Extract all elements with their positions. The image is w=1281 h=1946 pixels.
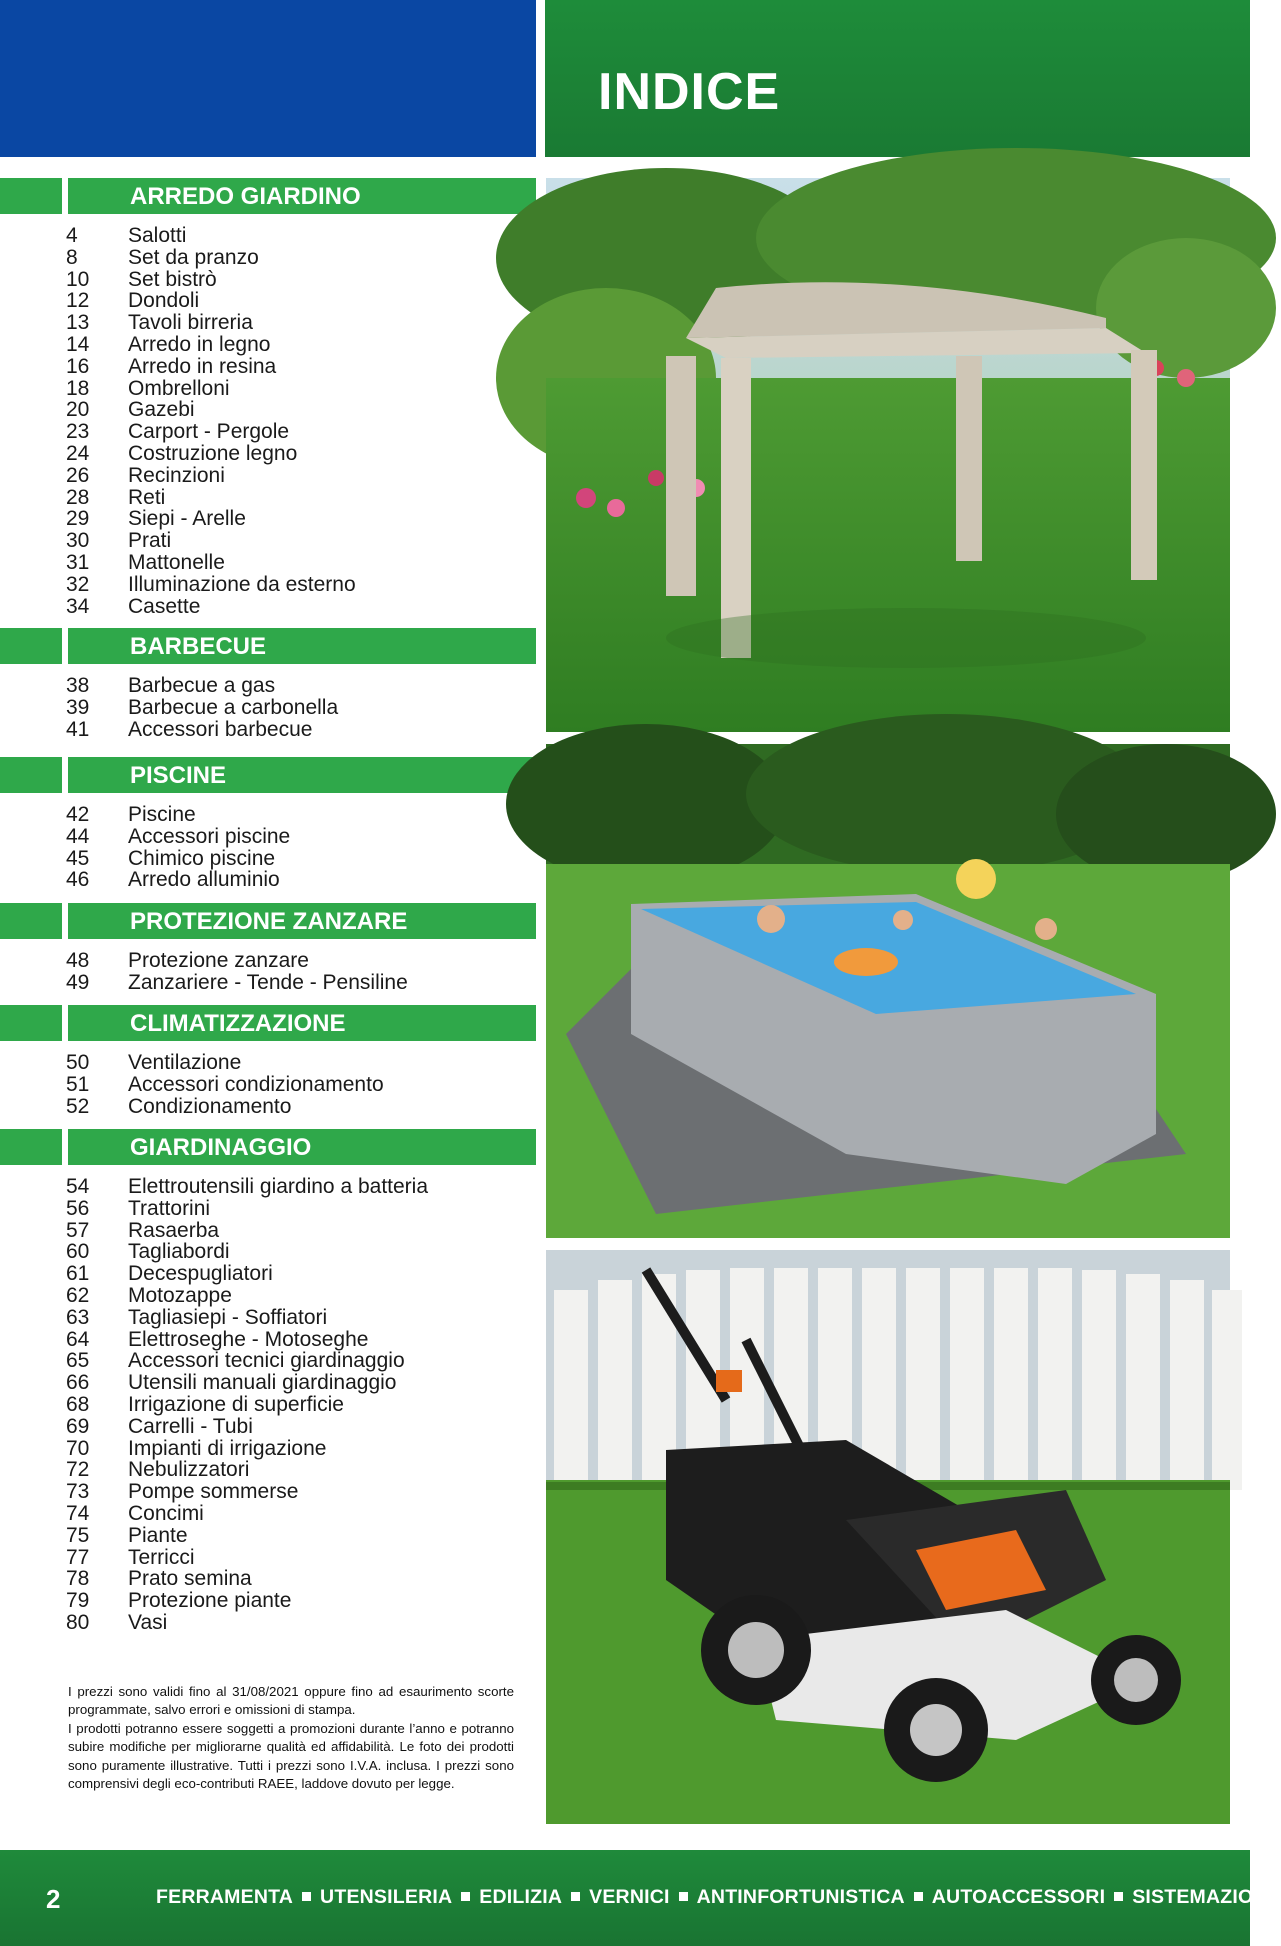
pool-photo xyxy=(546,744,1230,1238)
index-entry xyxy=(0,334,536,356)
index-entry-label: Dondoli xyxy=(128,289,200,313)
footer-category: ANTINFORTUNISTICA xyxy=(696,1886,905,1908)
index-entry-label: Barbecue a carbonella xyxy=(128,695,339,719)
index-entry-label: Mattonelle xyxy=(128,550,225,574)
index-page-number: 75 xyxy=(66,1523,90,1547)
index-page-number: 12 xyxy=(66,289,90,313)
index-entry-label: Accessori tecnici giardinaggio xyxy=(128,1349,405,1373)
index-page-number: 60 xyxy=(66,1240,90,1264)
index-entry-label: Trattorini xyxy=(128,1196,211,1220)
index-entry-label: Piante xyxy=(128,1523,188,1547)
index-entry xyxy=(0,487,536,509)
index-entry-label: Tagliabordi xyxy=(128,1240,230,1264)
index-entry-label: Prati xyxy=(128,529,172,553)
index-page-number: 45 xyxy=(66,846,90,870)
index-entry-label: Utensili manuali giardinaggio xyxy=(128,1371,397,1395)
index-entry-label: Arredo in resina xyxy=(128,354,277,378)
index-entry-label: Condizionamento xyxy=(128,1094,292,1118)
index-page-number: 31 xyxy=(66,550,90,574)
index-entry xyxy=(0,1372,536,1394)
footer-bar xyxy=(0,1850,1281,1946)
index-entry-label: Protezione piante xyxy=(128,1589,292,1613)
square-bullet-icon xyxy=(302,1892,311,1901)
index-page-number: 16 xyxy=(66,354,90,378)
section-header-giardinaggio xyxy=(0,1129,536,1165)
footer-category: AUTOACCESSORI xyxy=(931,1886,1106,1908)
index-entry xyxy=(0,1220,536,1242)
index-entry xyxy=(0,1590,536,1612)
section-header-barbecue xyxy=(0,628,536,664)
index-entry xyxy=(0,1612,536,1634)
square-bullet-icon xyxy=(679,1892,688,1901)
index-entry xyxy=(0,1096,536,1118)
index-page-number: 70 xyxy=(66,1436,90,1460)
index-entry xyxy=(0,552,536,574)
index-page-number: 29 xyxy=(66,507,90,531)
index-page-number: 73 xyxy=(66,1480,90,1504)
square-bullet-icon xyxy=(1114,1892,1123,1901)
index-page-number: 57 xyxy=(66,1218,90,1242)
index-page-number: 8 xyxy=(66,245,78,269)
index-page-number: 65 xyxy=(66,1349,90,1373)
footer-category: SISTEMAZIONE xyxy=(1132,1886,1281,1908)
index-entry-label: Accessori condizionamento xyxy=(128,1072,384,1096)
section-list-giardinaggio xyxy=(0,1176,536,1634)
index-entry xyxy=(0,1547,536,1569)
page-title: INDICE xyxy=(598,63,781,121)
section-list-piscine xyxy=(0,804,536,891)
index-entry xyxy=(0,1350,536,1372)
section-list-protezione-zanzare xyxy=(0,950,536,994)
index-entry-label: Salotti xyxy=(128,224,187,247)
square-bullet-icon xyxy=(571,1892,580,1901)
index-page-number: 41 xyxy=(66,717,90,741)
index-page-number: 32 xyxy=(66,572,90,596)
index-page-number: 69 xyxy=(66,1414,90,1438)
index-entry-label: Gazebi xyxy=(128,398,195,422)
index-entry-label: Prato semina xyxy=(128,1567,252,1591)
index-entry xyxy=(0,804,536,826)
index-entry xyxy=(0,1285,536,1307)
index-entry xyxy=(0,356,536,378)
index-entry xyxy=(0,378,536,400)
index-entry xyxy=(0,826,536,848)
index-page-number: 48 xyxy=(66,949,90,972)
index-entry-label: Pompe sommerse xyxy=(128,1480,299,1504)
index-entry-label: Set bistrò xyxy=(128,267,217,291)
index-page-number: 10 xyxy=(66,267,90,291)
index-page-number: 54 xyxy=(66,1175,90,1198)
index-entry-label: Arredo in legno xyxy=(128,332,271,356)
index-page-number: 68 xyxy=(66,1392,90,1416)
page-number: 2 xyxy=(46,1884,61,1914)
section-list-arredo-giardino xyxy=(0,225,536,617)
index-entry-label: Set da pranzo xyxy=(128,245,259,269)
index-entry-label: Elettroseghe - Motoseghe xyxy=(128,1327,369,1351)
index-entry-label: Recinzioni xyxy=(128,463,225,487)
index-page-number: 50 xyxy=(66,1051,90,1074)
index-entry xyxy=(0,1503,536,1525)
section-title: PROTEZIONE ZANZARE xyxy=(130,908,408,935)
index-page-number: 38 xyxy=(66,674,90,697)
section-header-protezione-zanzare xyxy=(0,903,536,939)
index-entry-label: Ombrelloni xyxy=(128,376,230,400)
index-page-number: 39 xyxy=(66,695,90,719)
footer-category: VERNICI xyxy=(589,1886,670,1908)
index-page-number: 79 xyxy=(66,1589,90,1613)
section-title: BARBECUE xyxy=(130,633,267,660)
index-entry-label: Accessori barbecue xyxy=(128,717,313,741)
index-entry-label: Vasi xyxy=(128,1610,168,1634)
index-page-number: 13 xyxy=(66,311,90,335)
index-entry xyxy=(0,675,536,697)
disclaimer-line: I prodotti potranno essere soggetti a promozioni durante l’anno e potranno subire modifiche per migliorarne qualità ed affidabilità. Le foto dei prodotti sono puramente illustrative. Tutti i prezzi sono I.V.A. inclusa. I prezzi sono comprensivi degli eco-contributi RAEE, laddove dovuto per legge. xyxy=(68,1720,514,1792)
index-page-number: 46 xyxy=(66,868,90,892)
square-bullet-icon xyxy=(914,1892,923,1901)
section-title: CLIMATIZZAZIONE xyxy=(130,1010,346,1037)
index-page-number: 51 xyxy=(66,1072,90,1096)
index-entry xyxy=(0,399,536,421)
index-entry xyxy=(0,530,536,552)
index-entry-label: Concimi xyxy=(128,1501,204,1525)
index-entry xyxy=(0,574,536,596)
index-entry xyxy=(0,1394,536,1416)
index-entry-label: Casette xyxy=(128,594,201,618)
index-entry xyxy=(0,1416,536,1438)
index-page-number: 20 xyxy=(66,398,90,422)
section-list-barbecue xyxy=(0,675,536,740)
index-entry xyxy=(0,1481,536,1503)
index-entry-label: Rasaerba xyxy=(128,1218,220,1242)
index-entry-label: Impianti di irrigazione xyxy=(128,1436,327,1460)
index-entry-label: Costruzione legno xyxy=(128,441,298,465)
index-entry xyxy=(0,312,536,334)
index-entry-label: Irrigazione di superficie xyxy=(128,1392,344,1416)
index-entry-label: Piscine xyxy=(128,803,196,826)
index-entry xyxy=(0,972,536,994)
index-entry-label: Terricci xyxy=(128,1545,195,1569)
index-page-number: 77 xyxy=(66,1545,90,1569)
index-page-number: 52 xyxy=(66,1094,90,1118)
footer-category: FERRAMENTA xyxy=(156,1886,294,1908)
index-page-number: 44 xyxy=(66,824,90,848)
index-entry xyxy=(0,247,536,269)
index-entry-label: Tagliasiepi - Soffiatori xyxy=(128,1305,328,1329)
index-page-number: 28 xyxy=(66,485,90,509)
disclaimer-text xyxy=(68,1683,514,1793)
index-page-number: 64 xyxy=(66,1327,90,1351)
section-title: PISCINE xyxy=(130,762,227,789)
index-entry-label: Zanzariere - Tende - Pensiline xyxy=(128,970,408,994)
index-page-number: 62 xyxy=(66,1283,90,1307)
index-page-number: 66 xyxy=(66,1371,90,1395)
index-entry xyxy=(0,869,536,891)
index-entry xyxy=(0,1329,536,1351)
index-entry xyxy=(0,1459,536,1481)
index-entry xyxy=(0,1176,536,1198)
index-entry-label: Arredo alluminio xyxy=(128,868,280,892)
index-entry-label: Chimico piscine xyxy=(128,846,276,870)
footer-category: UTENSILERIA xyxy=(320,1886,453,1908)
index-entry xyxy=(0,596,536,618)
index-entry xyxy=(0,508,536,530)
section-header-climatizzazione xyxy=(0,1005,536,1041)
index-page-number: 56 xyxy=(66,1196,90,1220)
header-blue-block xyxy=(0,0,536,157)
index-entry-label: Barbecue a gas xyxy=(128,674,276,697)
lawnmower-photo xyxy=(546,1250,1230,1824)
index-entry-label: Motozappe xyxy=(128,1283,232,1307)
index-page-number: 78 xyxy=(66,1567,90,1591)
index-page-number: 61 xyxy=(66,1262,90,1286)
index-entry-label: Nebulizzatori xyxy=(128,1458,250,1482)
square-bullet-icon xyxy=(461,1892,470,1901)
index-page-number: 80 xyxy=(66,1610,90,1634)
section-title: GIARDINAGGIO xyxy=(130,1134,312,1161)
index-entry xyxy=(0,421,536,443)
index-entry xyxy=(0,443,536,465)
index-entry xyxy=(0,1525,536,1547)
index-entry xyxy=(0,950,536,972)
index-page-number: 24 xyxy=(66,441,90,465)
index-entry-label: Accessori piscine xyxy=(128,824,291,848)
index-entry xyxy=(0,719,536,741)
section-list-climatizzazione xyxy=(0,1052,536,1117)
index-page-number: 34 xyxy=(66,594,90,618)
section-header-piscine xyxy=(0,757,536,793)
gazebo-photo xyxy=(546,178,1230,732)
index-page-number: 72 xyxy=(66,1458,90,1482)
index-entry xyxy=(0,1438,536,1460)
index-entry-label: Carport - Pergole xyxy=(128,420,290,444)
index-entry xyxy=(0,1198,536,1220)
index-entry-label: Carrelli - Tubi xyxy=(128,1414,253,1438)
index-entry-label: Siepi - Arelle xyxy=(128,507,246,531)
index-entry xyxy=(0,848,536,870)
index-entry xyxy=(0,1568,536,1590)
index-page-number: 63 xyxy=(66,1305,90,1329)
index-entry xyxy=(0,269,536,291)
index-entry xyxy=(0,1307,536,1329)
index-entry xyxy=(0,465,536,487)
index-page-number: 30 xyxy=(66,529,90,553)
footer-category: EDILIZIA xyxy=(479,1886,563,1908)
footer-categories xyxy=(156,1886,1281,1909)
index-entry-label: Elettroutensili giardino a batteria xyxy=(128,1175,429,1198)
index-entry xyxy=(0,1241,536,1263)
index-page-number: 23 xyxy=(66,420,90,444)
section-header-arredo-giardino xyxy=(0,178,536,214)
disclaimer-line: I prezzi sono validi fino al 31/08/2021 oppure fino ad esaurimento scorte programmate, salvo errori e omissioni di stampa. xyxy=(68,1684,514,1718)
index-page-number: 74 xyxy=(66,1501,90,1525)
index-entry-label: Decespugliatori xyxy=(128,1262,273,1286)
index-entry-label: Illuminazione da esterno xyxy=(128,572,356,596)
index-entry xyxy=(0,1263,536,1285)
index-page-number: 42 xyxy=(66,803,90,826)
index-entry xyxy=(0,697,536,719)
section-title: ARREDO GIARDINO xyxy=(130,183,361,210)
index-entry xyxy=(0,290,536,312)
index-entry-label: Reti xyxy=(128,485,166,509)
index-entry-label: Ventilazione xyxy=(128,1051,242,1074)
index-page-number: 4 xyxy=(66,224,78,247)
index-page-number: 14 xyxy=(66,332,90,356)
index-page-number: 26 xyxy=(66,463,90,487)
index-entry-label: Tavoli birreria xyxy=(128,311,253,335)
index-entry xyxy=(0,1074,536,1096)
index-page-number: 18 xyxy=(66,376,90,400)
index-entry xyxy=(0,225,536,247)
index-page-number: 49 xyxy=(66,970,90,994)
index-entry-label: Protezione zanzare xyxy=(128,949,309,972)
index-entry xyxy=(0,1052,536,1074)
